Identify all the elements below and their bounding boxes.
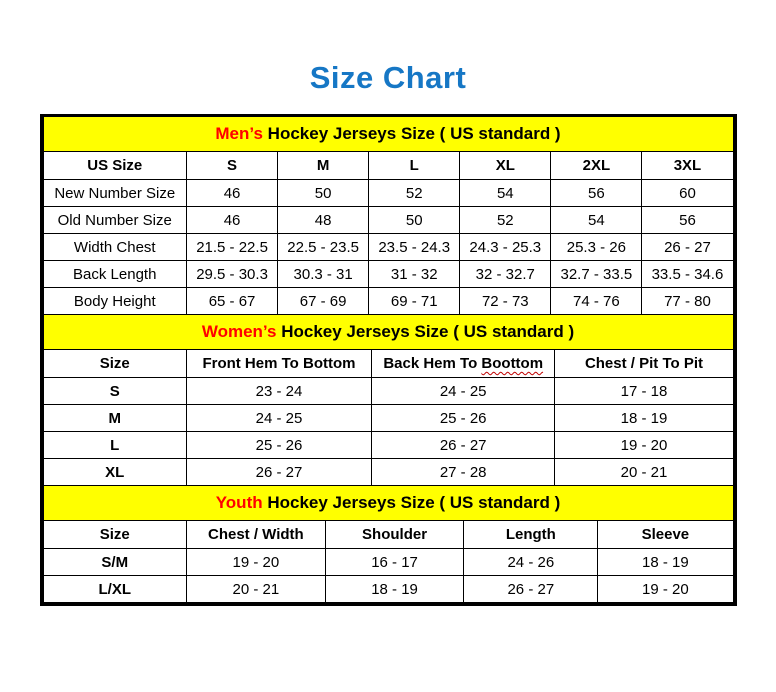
column-header: Shoulder — [325, 521, 464, 549]
row-label: L/XL — [43, 576, 187, 603]
cell: 25.3 - 26 — [551, 234, 642, 261]
youth-band-title — [43, 486, 733, 521]
cell: 22.5 - 23.5 — [278, 234, 369, 261]
youth-band-rest: Hockey Jerseys Size ( US standard ) — [267, 493, 561, 512]
cell: 65 - 67 — [187, 288, 278, 315]
column-header: S — [187, 152, 278, 180]
cell: 50 — [369, 207, 460, 234]
column-header-misspelled — [371, 350, 555, 378]
cell: 46 — [187, 207, 278, 234]
column-header: Chest / Pit To Pit — [555, 350, 733, 378]
row-label: S/M — [43, 549, 187, 576]
table-row — [43, 180, 733, 207]
womens-band-highlight: Women’s — [201, 322, 277, 341]
cell: 26 - 27 — [371, 432, 555, 459]
column-header: Sleeve — [598, 521, 733, 549]
cell: 27 - 28 — [371, 459, 555, 486]
cell: 67 - 69 — [278, 288, 369, 315]
cell: 56 — [551, 180, 642, 207]
cell: 74 - 76 — [551, 288, 642, 315]
cell: 18 - 19 — [325, 576, 464, 603]
mens-header-row — [43, 152, 733, 180]
column-header: Size — [43, 521, 187, 549]
cell: 26 - 27 — [187, 459, 372, 486]
column-header: Chest / Width — [187, 521, 326, 549]
page-title: Size Chart — [309, 60, 467, 95]
table-row — [43, 207, 733, 234]
cell: 23.5 - 24.3 — [369, 234, 460, 261]
column-header: 2XL — [551, 152, 642, 180]
cell: 19 - 20 — [598, 576, 733, 603]
cell: 25 - 26 — [371, 405, 555, 432]
column-header: M — [278, 152, 369, 180]
size-chart-container — [40, 114, 737, 606]
cell: 30.3 - 31 — [278, 261, 369, 288]
mens-band — [43, 117, 733, 152]
womens-header-row — [43, 350, 733, 378]
cell: 69 - 71 — [369, 288, 460, 315]
cell: 24 - 25 — [371, 378, 555, 405]
cell: 60 — [642, 180, 733, 207]
cell: 16 - 17 — [325, 549, 464, 576]
womens-band — [43, 315, 733, 350]
cell: 24.3 - 25.3 — [460, 234, 551, 261]
youth-header-row — [43, 521, 733, 549]
cell: 21.5 - 22.5 — [187, 234, 278, 261]
cell: 32.7 - 33.5 — [551, 261, 642, 288]
youth-size-table — [43, 486, 734, 603]
table-row — [43, 378, 733, 405]
cell: 48 — [278, 207, 369, 234]
womens-band-title — [43, 315, 733, 350]
cell: 77 - 80 — [642, 288, 733, 315]
cell: 31 - 32 — [369, 261, 460, 288]
row-label: New Number Size — [43, 180, 187, 207]
column-header: L — [369, 152, 460, 180]
cell: 52 — [369, 180, 460, 207]
column-header: 3XL — [642, 152, 733, 180]
cell: 20 - 21 — [187, 576, 326, 603]
cell: 56 — [642, 207, 733, 234]
table-row — [43, 234, 733, 261]
row-label: L — [43, 432, 187, 459]
column-header: Size — [43, 350, 187, 378]
cell: 26 - 27 — [642, 234, 733, 261]
cell: 50 — [278, 180, 369, 207]
youth-band — [43, 486, 733, 521]
row-label: Back Length — [43, 261, 187, 288]
row-label: XL — [43, 459, 187, 486]
cell: 23 - 24 — [187, 378, 372, 405]
table-row — [43, 432, 733, 459]
row-label: Body Height — [43, 288, 187, 315]
row-label: S — [43, 378, 187, 405]
cell: 24 - 25 — [187, 405, 372, 432]
row-label: M — [43, 405, 187, 432]
cell: 26 - 27 — [464, 576, 598, 603]
table-row — [43, 576, 733, 603]
table-row — [43, 405, 733, 432]
cell: 52 — [460, 207, 551, 234]
mens-band-highlight: Men’s — [215, 124, 263, 143]
row-label: Width Chest — [43, 234, 187, 261]
womens-size-table — [43, 315, 734, 486]
womens-band-rest: Hockey Jerseys Size ( US standard ) — [281, 322, 575, 341]
table-row — [43, 459, 733, 486]
table-row — [43, 261, 733, 288]
cell: 54 — [551, 207, 642, 234]
cell: 17 - 18 — [555, 378, 733, 405]
table-row — [43, 288, 733, 315]
column-header: Front Hem To Bottom — [187, 350, 372, 378]
column-header: Length — [464, 521, 598, 549]
column-header: XL — [460, 152, 551, 180]
misspelled-header-prefix: Back Hem To — [383, 355, 478, 372]
cell: 19 - 20 — [187, 549, 326, 576]
misspelled-word: Boottom — [481, 355, 544, 372]
cell: 54 — [460, 180, 551, 207]
table-row — [43, 549, 733, 576]
cell: 20 - 21 — [555, 459, 733, 486]
cell: 32 - 32.7 — [460, 261, 551, 288]
mens-band-title — [43, 117, 733, 152]
cell: 19 - 20 — [555, 432, 733, 459]
cell: 29.5 - 30.3 — [187, 261, 278, 288]
cell: 18 - 19 — [555, 405, 733, 432]
cell: 33.5 - 34.6 — [642, 261, 733, 288]
cell: 46 — [187, 180, 278, 207]
cell: 18 - 19 — [598, 549, 733, 576]
cell: 25 - 26 — [187, 432, 372, 459]
youth-band-highlight: Youth — [215, 493, 263, 512]
column-header: US Size — [43, 152, 187, 180]
row-label: Old Number Size — [43, 207, 187, 234]
mens-band-rest: Hockey Jerseys Size ( US standard ) — [267, 124, 561, 143]
cell: 24 - 26 — [464, 549, 598, 576]
cell: 72 - 73 — [460, 288, 551, 315]
mens-size-table — [43, 117, 734, 315]
